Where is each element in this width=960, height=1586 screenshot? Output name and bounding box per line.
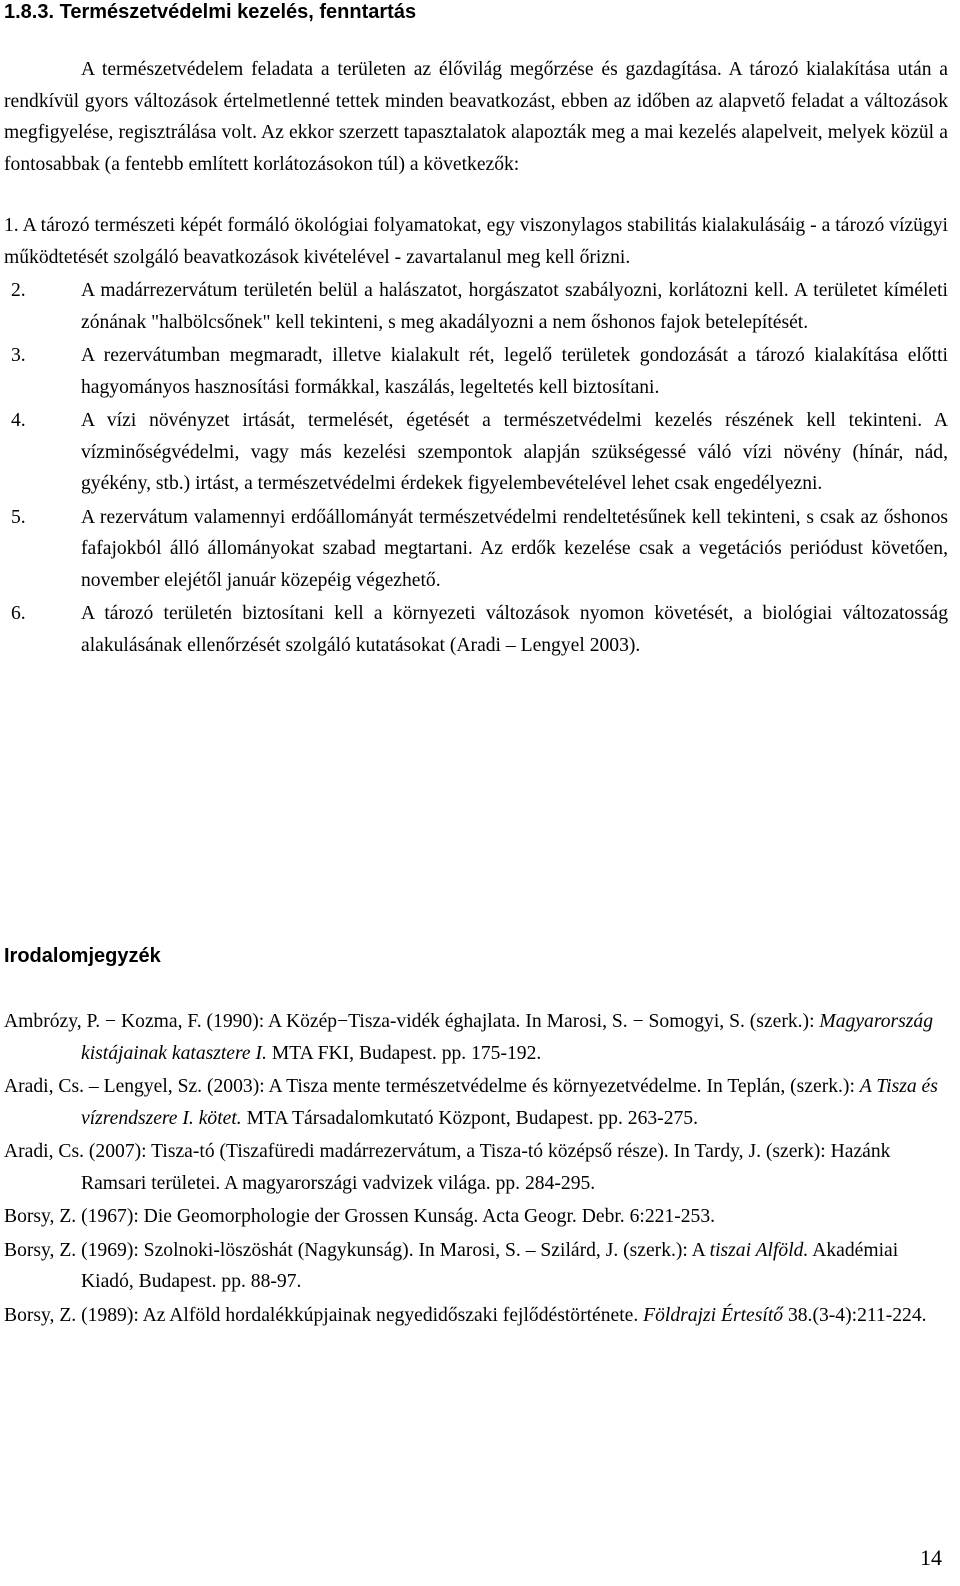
list-item — [4, 598, 948, 661]
reference-text: Borsy, Z. (1967): Die Geomorphologie der Grossen Kunság. Acta Geogr. Debr. 6:221-253. — [4, 1206, 716, 1227]
management-principles-list — [4, 210, 948, 663]
reference-entry — [4, 1300, 948, 1332]
item-number: 4. — [11, 410, 26, 431]
reference-entry — [4, 1201, 948, 1233]
document-page — [4, 0, 956, 1586]
item-number: 5. — [11, 506, 26, 528]
reference-text: Borsy, Z. (1989): Az Alföld hordalékkúpjainak negyedidőszaki fejlődéstörténete. — [4, 1304, 644, 1326]
list-item — [4, 275, 948, 338]
reference-text: MTA Társadalomkutató Központ, Budapest. pp. 263-275. — [241, 1107, 698, 1129]
reference-entry — [4, 1071, 948, 1134]
reference-text: Borsy, Z. (1969): Szolnoki-löszöshát (Nagykunság). In Marosi, S. – Szilárd, J. (szerk.): A — [4, 1239, 710, 1261]
reference-text: Akadémiai Kiadó, Budapest. pp. 88-97. — [81, 1239, 899, 1292]
reference-italic: Magyarország kistájainak katasztere I. — [81, 1011, 933, 1064]
item-number: 6. — [11, 603, 26, 624]
reference-text: MTA FKI, Budapest. pp. 175-192. — [266, 1042, 542, 1064]
section-heading: 1.8.3. Természetvédelmi kezelés, fenntartás — [4, 1, 417, 23]
list-item — [4, 405, 948, 500]
reference-italic: Földrajzi Értesítő — [643, 1304, 784, 1326]
intro-paragraph — [4, 54, 948, 180]
reference-italic: tiszai Alföld. — [709, 1239, 809, 1261]
item-text: A tározó területén biztosítani kell a környezeti változások nyomon követését, a biológiai változatosság alakulásának ellenőrzését szolgáló kutatásokat (Aradi – Lengyel 2003). — [81, 603, 948, 656]
reference-text: Aradi, Cs. – Lengyel, Sz. (2003): A Tisza mente természetvédelme és környezetvédelme. In Teplán, (szerk.): — [4, 1076, 860, 1097]
item-text: A madárrezervátum területén belül a halászatot, horgászatot szabályozni, korlátozni kell. A területet kíméleti zónának "halbölcsőnek" kell tekinteni, s meg akadályozni a nem őshonos fajok betelepítését. — [81, 280, 948, 333]
list-item — [4, 502, 948, 597]
reference-text: Aradi, Cs. (2007): Tisza-tó (Tiszafüredi madárrezervátum, a Tisza-tó középső része). In Tardy, J. (szerk): Hazánk Ramsari területei. A magyarországi vadvizek világa. pp. 284-295. — [4, 1141, 891, 1194]
item-text: A rezervátumban megmaradt, illetve kialakult rét, legelő területek gondozását a tározó kialakítása előtti hagyományos hasznosítási formákkal, kaszálás, legeltetés kell biztosítani. — [81, 345, 948, 398]
reference-entry — [4, 1006, 948, 1069]
item-text: A tározó természeti képét formáló ökológiai folyamatokat, egy viszonylagos stabilitás kialakulásáig - a tározó vízügyi működtetését szolgáló beavatkozások kivételével - zavartalanul meg kell őrizni. — [4, 215, 948, 268]
item-text: A vízi növényzet irtását, termelését, égetését a természetvédelmi kezelés részének kell tekinteni. A vízminőségvédelmi, vagy más kezelési szempontok alapján szükségessé váló vízi növény (hínár, nád, gyékény, stb.) irtást, a természetvédelmi érdekek figyelembevételével lehet csak engedélyezni. — [81, 410, 948, 494]
list-item — [4, 210, 948, 273]
reference-entry — [4, 1235, 948, 1298]
item-text: A rezervátum valamennyi erdőállományát természetvédelmi rendeltetésűnek kell tekinteni, s csak az őshonos fafajokból álló állományokat szabad megtartani. Az erdők kezelése csak a vegetációs periódust követően, november elejétől január közepéig végezhető. — [81, 506, 948, 591]
references-heading: Irodalomjegyzék — [4, 945, 161, 967]
item-number: 2. — [11, 280, 26, 301]
reference-italic: A Tisza és vízrendszere I. kötet. — [81, 1076, 938, 1129]
references-list — [4, 1006, 948, 1333]
item-number: 3. — [11, 345, 26, 366]
reference-text: Ambrózy, P. − Kozma, F. (1990): A Közép−Tisza-vidék éghajlata. In Marosi, S. − Somogyi, S. (szerk.): — [4, 1011, 820, 1032]
intro-text: A természetvédelem feladata a területen az élővilág megőrzése és gazdagítása. A tározó kialakítása után a rendkívül gyors változások értelmetlenné tettek minden beavatkozást, ebben az időben az alapvető feladat a változások megfigyelése, regisztrálása volt. Az ekkor szerzett tapasztalatok alapozták meg a mai kezelés alapelveit, melyek közül a fontosabbak (a fentebb említett korlátozásokon túl) a következők: — [4, 59, 948, 175]
page-number: 14 — [920, 1545, 942, 1570]
reference-entry — [4, 1136, 948, 1199]
list-item — [4, 340, 948, 403]
item-number: 1. — [4, 215, 19, 236]
reference-text: 38.(3-4):211-224. — [783, 1304, 927, 1326]
